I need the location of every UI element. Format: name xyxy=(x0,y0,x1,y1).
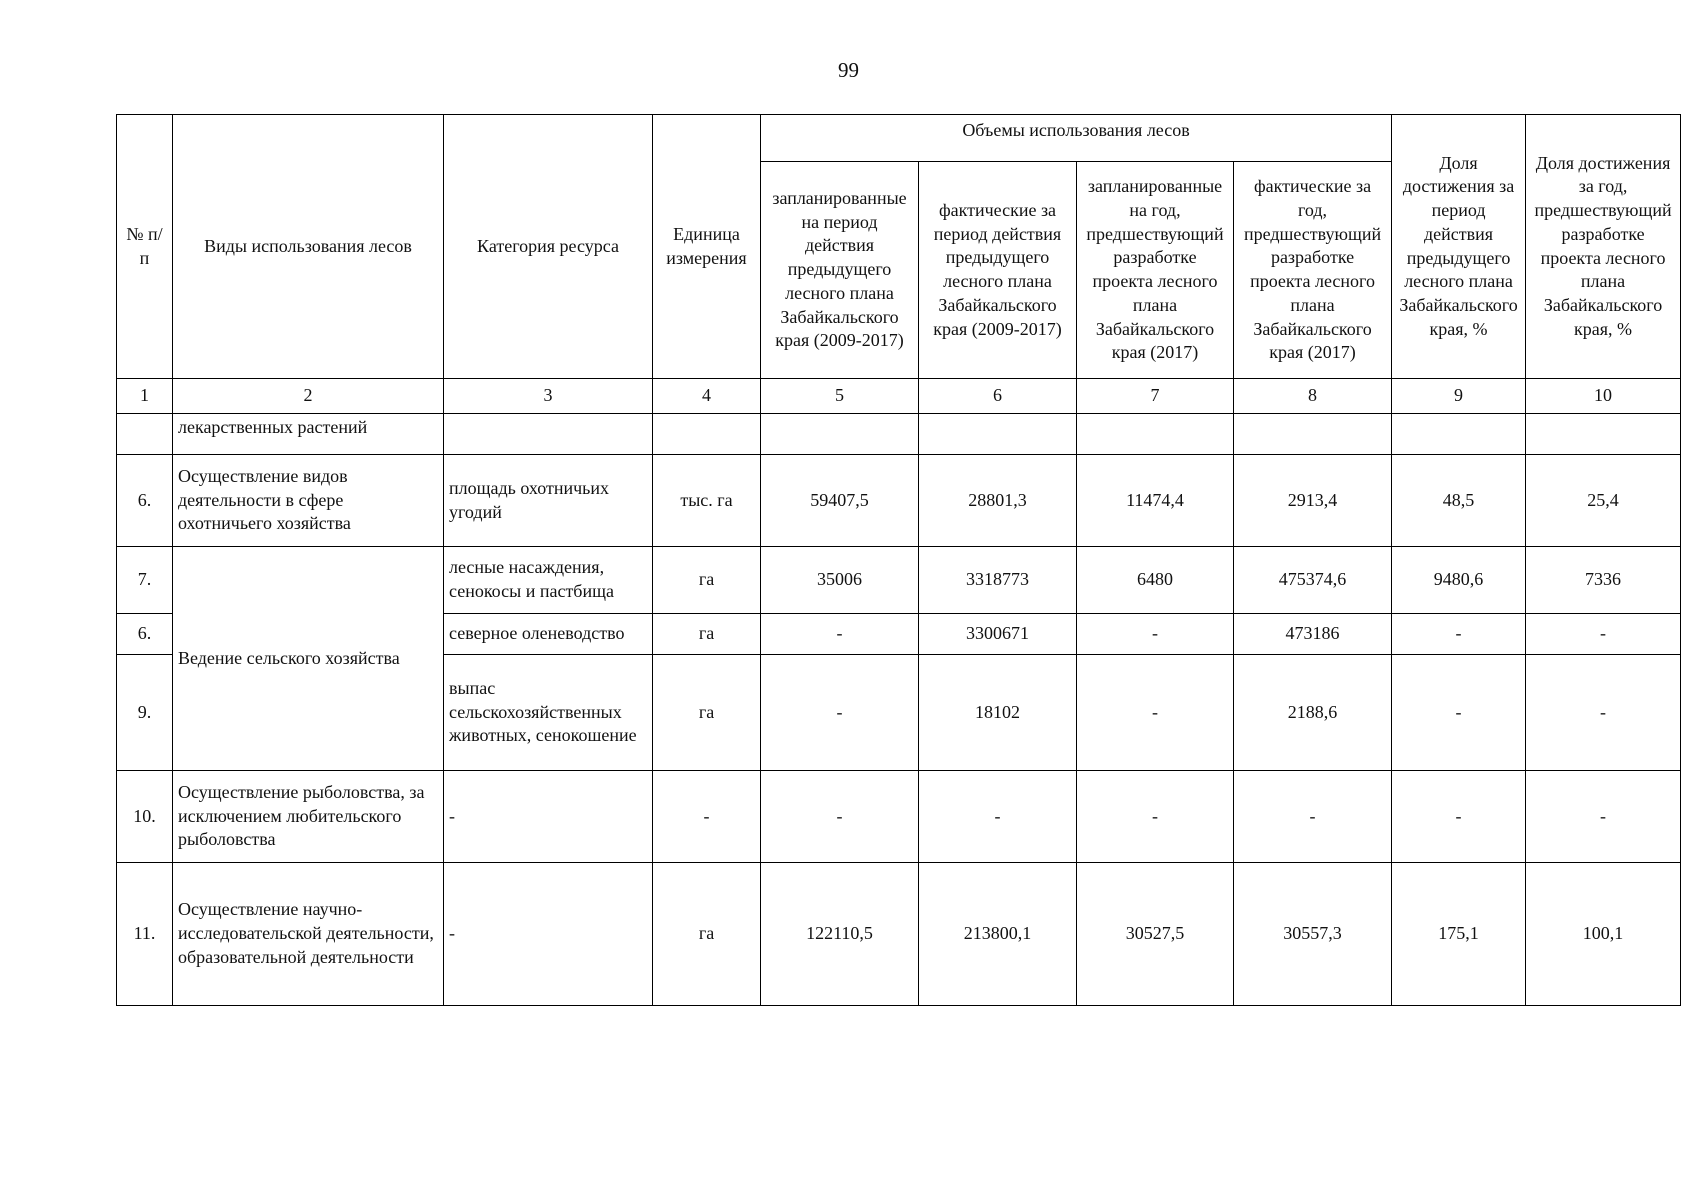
column-number: 10 xyxy=(1526,379,1681,414)
header-col-7: запланированные на год, предшествующий разработке проекта лесного плана Забайкальского края (2017) xyxy=(1077,162,1234,379)
cell-type-agriculture: Ведение сельского хозяйства xyxy=(173,547,444,771)
column-number: 1 xyxy=(117,379,173,414)
table-row xyxy=(117,863,1681,1006)
cell-no: 10. xyxy=(117,771,173,863)
cell-type: лекарственных растений xyxy=(173,414,444,455)
cell-value: 100,1 xyxy=(1526,863,1681,1006)
cell-value: - xyxy=(1077,614,1234,655)
column-number: 9 xyxy=(1392,379,1526,414)
cell-value: - xyxy=(1234,771,1392,863)
cell-unit: га xyxy=(653,547,761,614)
table-row xyxy=(117,771,1681,863)
cell-value: 6480 xyxy=(1077,547,1234,614)
cell-no: 9. xyxy=(117,655,173,771)
cell-value: - xyxy=(1392,655,1526,771)
cell-category: лесные насаждения, сенокосы и пастбища xyxy=(444,547,653,614)
table-row xyxy=(117,547,1681,614)
cell-value: 18102 xyxy=(919,655,1077,771)
cell-value: 2188,6 xyxy=(1234,655,1392,771)
cell-no: 6. xyxy=(117,614,173,655)
cell-value: - xyxy=(761,655,919,771)
header-col-6: фактические за период действия предыдущего лесного плана Забайкальского края (2009-2017) xyxy=(919,162,1077,379)
cell-category: северное оленеводство xyxy=(444,614,653,655)
cell-value: - xyxy=(761,614,919,655)
header-type: Виды использования лесов xyxy=(173,115,444,379)
cell-category: выпас сельскохозяйственных животных, сенокошение xyxy=(444,655,653,771)
cell-no: 7. xyxy=(117,547,173,614)
cell-type: Осуществление рыболовства, за исключением любительского рыболовства xyxy=(173,771,444,863)
cell-category: - xyxy=(444,771,653,863)
cell-no: 11. xyxy=(117,863,173,1006)
cell-value: 3300671 xyxy=(919,614,1077,655)
cell-value: 2913,4 xyxy=(1234,455,1392,547)
cell-value: - xyxy=(1077,655,1234,771)
cell-value: - xyxy=(1526,771,1681,863)
header-col-5: запланированные на период действия предыдущего лесного плана Забайкальского края (2009-2017) xyxy=(761,162,919,379)
header-volumes-group: Объемы использования лесов xyxy=(761,115,1392,162)
cell-unit: тыс. га xyxy=(653,455,761,547)
cell-value: 48,5 xyxy=(1392,455,1526,547)
cell-value: 7336 xyxy=(1526,547,1681,614)
cell-value: - xyxy=(1526,655,1681,771)
cell-value: 475374,6 xyxy=(1234,547,1392,614)
column-number: 8 xyxy=(1234,379,1392,414)
cell-value: 9480,6 xyxy=(1392,547,1526,614)
cell-value: 122110,5 xyxy=(761,863,919,1006)
cell-value: - xyxy=(761,771,919,863)
cell-unit: га xyxy=(653,655,761,771)
cell-type: Осуществление научно-исследовательской деятельности, образовательной деятельности xyxy=(173,863,444,1006)
table-row xyxy=(117,455,1681,547)
cell-value: 30557,3 xyxy=(1234,863,1392,1006)
header-category: Категория ресурса xyxy=(444,115,653,379)
cell-value: 213800,1 xyxy=(919,863,1077,1006)
header-col-10: Доля достижения за год, предшествующий разработке проекта лесного плана Забайкальского края, % xyxy=(1526,115,1681,379)
cell-type: Осуществление видов деятельности в сфере охотничьего хозяйства xyxy=(173,455,444,547)
column-number: 7 xyxy=(1077,379,1234,414)
cell-value: - xyxy=(919,771,1077,863)
cell-unit: га xyxy=(653,614,761,655)
cell-value: 3318773 xyxy=(919,547,1077,614)
column-number: 5 xyxy=(761,379,919,414)
forest-use-table xyxy=(116,114,1681,1006)
cell-value: 59407,5 xyxy=(761,455,919,547)
cell-value: 175,1 xyxy=(1392,863,1526,1006)
cell-category: площадь охотничьих угодий xyxy=(444,455,653,547)
cell-no: 6. xyxy=(117,455,173,547)
cell-category: - xyxy=(444,863,653,1006)
column-number: 2 xyxy=(173,379,444,414)
cell-value: - xyxy=(1392,771,1526,863)
cell-value: - xyxy=(1526,614,1681,655)
cell-unit: га xyxy=(653,863,761,1006)
cell-value: 35006 xyxy=(761,547,919,614)
column-number: 6 xyxy=(919,379,1077,414)
header-col-9: Доля достижения за период действия предыдущего лесного плана Забайкальского края, % xyxy=(1392,115,1526,379)
header-row xyxy=(117,115,1681,162)
header-col-8: фактические за год, предшествующий разработке проекта лесного плана Забайкальского края (2017) xyxy=(1234,162,1392,379)
page-number: 99 xyxy=(838,58,859,82)
cell-value: 11474,4 xyxy=(1077,455,1234,547)
column-number: 4 xyxy=(653,379,761,414)
column-numbers-row xyxy=(117,379,1681,414)
header-no: № п/п xyxy=(117,115,173,379)
cell-value: 473186 xyxy=(1234,614,1392,655)
cell-value: 25,4 xyxy=(1526,455,1681,547)
table-row xyxy=(117,414,1681,455)
cell-value: 30527,5 xyxy=(1077,863,1234,1006)
cell-unit: - xyxy=(653,771,761,863)
cell-value: 28801,3 xyxy=(919,455,1077,547)
cell-value: - xyxy=(1392,614,1526,655)
header-unit: Единица измерения xyxy=(653,115,761,379)
cell-value: - xyxy=(1077,771,1234,863)
column-number: 3 xyxy=(444,379,653,414)
